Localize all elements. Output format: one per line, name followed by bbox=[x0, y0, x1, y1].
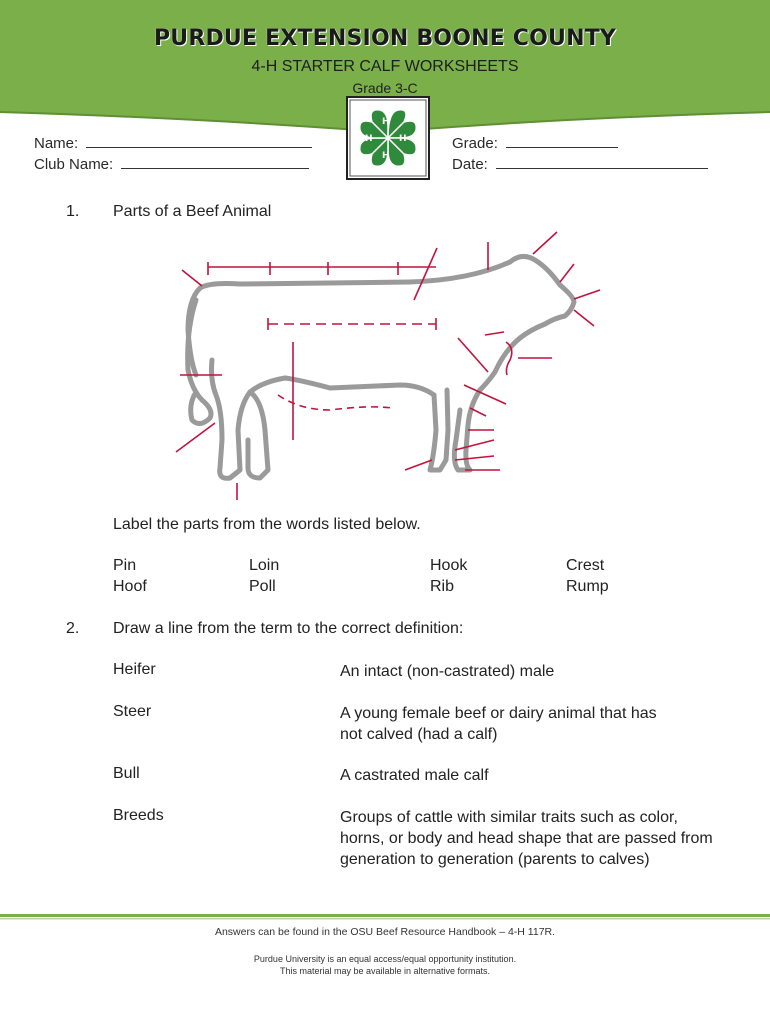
term-steer[interactable]: Steer bbox=[113, 703, 152, 720]
definition-3[interactable]: A castrated male calf bbox=[340, 767, 489, 784]
word-crest: Crest bbox=[566, 557, 605, 574]
4h-clover-icon bbox=[346, 96, 430, 180]
grade-field[interactable]: Grade: bbox=[452, 135, 618, 152]
word-hoof: Hoof bbox=[113, 578, 147, 595]
definition-2[interactable]: A young female beef or dairy animal that has not calved (had a calf) bbox=[340, 705, 657, 743]
term-bull[interactable]: Bull bbox=[113, 765, 140, 782]
page-title: PURDUE EXTENSION BOONE COUNTY bbox=[153, 26, 617, 51]
word-rump: Rump bbox=[566, 578, 609, 595]
term-heifer[interactable]: Heifer bbox=[113, 661, 156, 678]
section-1-title: Parts of a Beef Animal bbox=[113, 203, 272, 220]
footer-note: Answers can be found in the OSU Beef Resource Handbook – 4-H 117R. bbox=[214, 926, 556, 938]
club-name-field[interactable]: Club Name: bbox=[34, 156, 309, 173]
section-2-number: 2. bbox=[66, 620, 80, 637]
page-subtitle: 4-H STARTER CALF WORKSHEETS bbox=[251, 58, 519, 75]
footer-disclaimer bbox=[0, 953, 770, 977]
svg-text:H: H bbox=[382, 117, 390, 127]
word-pin: Pin bbox=[113, 557, 137, 574]
name-field[interactable]: Name: bbox=[34, 135, 312, 152]
word-loin: Loin bbox=[249, 557, 280, 574]
definition-4[interactable]: Groups of cattle with similar traits such as color, horns, or body and head shape that are passed from generation to generation (parents to calves) bbox=[340, 809, 713, 868]
word-poll: Poll bbox=[249, 578, 276, 595]
svg-text:H: H bbox=[382, 151, 390, 161]
section-2-title: Draw a line from the term to the correct definition: bbox=[113, 620, 464, 637]
beef-animal-diagram bbox=[170, 225, 610, 515]
svg-text:H: H bbox=[365, 134, 373, 144]
term-breeds[interactable]: Breeds bbox=[113, 807, 164, 824]
footer-line-2: This material may be available in alternative formats. bbox=[279, 966, 491, 976]
footer-line-1: Purdue University is an equal access/equal opportunity institution. bbox=[253, 954, 517, 964]
svg-text:H: H bbox=[399, 134, 407, 144]
grade-level: Grade 3-C bbox=[352, 80, 418, 96]
word-hook: Hook bbox=[430, 557, 468, 574]
section-1-instruction: Label the parts from the words listed below. bbox=[113, 516, 421, 533]
word-rib: Rib bbox=[430, 578, 455, 595]
date-field[interactable]: Date: bbox=[452, 156, 708, 173]
definition-1[interactable]: An intact (non-castrated) male bbox=[340, 663, 555, 680]
section-1-number: 1. bbox=[66, 203, 80, 220]
footer-divider bbox=[0, 914, 770, 922]
